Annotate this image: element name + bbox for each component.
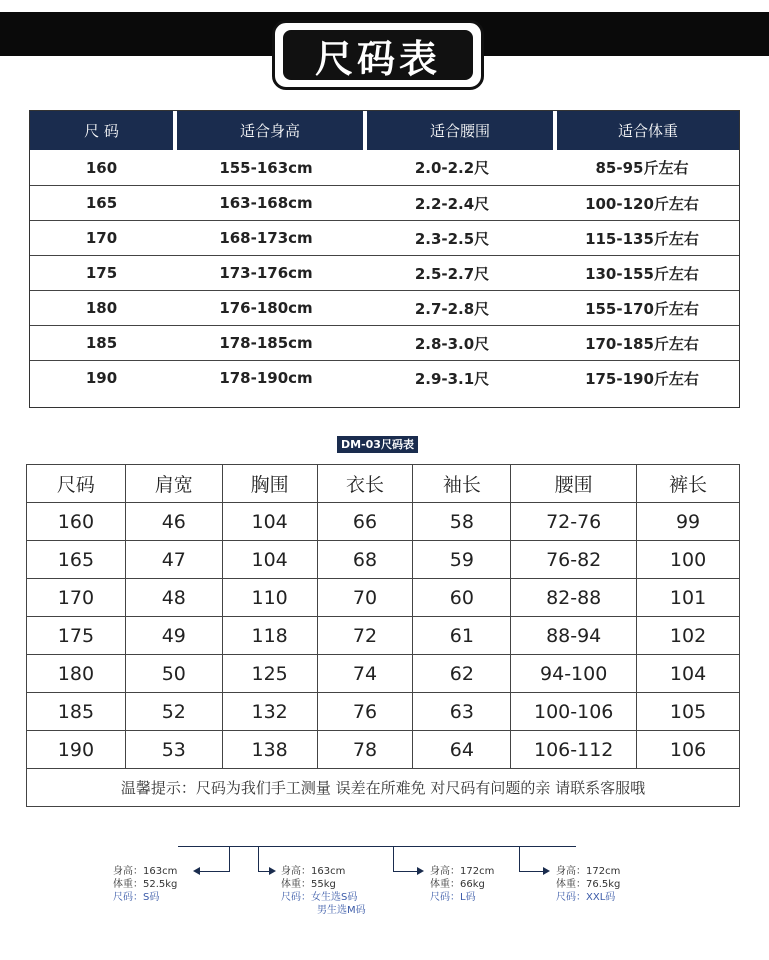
cell-weight: 155-170斤左右	[585, 299, 699, 318]
size-fit-table	[29, 110, 740, 408]
model-reference	[0, 830, 769, 960]
table-cell: 104	[222, 503, 317, 541]
table-cell: 99	[637, 503, 740, 541]
header-cell: 胸围	[222, 465, 317, 503]
table-row	[27, 503, 740, 541]
cell-weight: 85-95斤左右	[595, 159, 689, 177]
table-cell: 104	[637, 655, 740, 693]
table-cell: 68	[317, 541, 413, 579]
table-row	[27, 655, 740, 693]
model-2: 身高：163cm 体重：55kg 尺码：女生选S码 男生选M码	[281, 866, 366, 916]
table-cell: 104	[222, 541, 317, 579]
cell-height: 168-173cm	[219, 229, 313, 247]
table-cell: 66	[317, 503, 413, 541]
table-cell: 52	[125, 693, 222, 731]
model-4: 身高：172cm 体重：76.5kg 尺码：XXL码	[556, 866, 621, 903]
table-row	[27, 731, 740, 769]
table-cell: 82-88	[511, 579, 637, 617]
table-row	[30, 290, 739, 325]
table-cell: 72-76	[511, 503, 637, 541]
cell-height: 173-176cm	[219, 264, 313, 282]
header-cell: 裤长	[637, 465, 740, 503]
table-cell: 125	[222, 655, 317, 693]
table-row	[27, 541, 740, 579]
cell-height: 163-168cm	[219, 194, 313, 212]
cell-weight: 175-190斤左右	[585, 369, 699, 388]
banner-title-box	[272, 20, 484, 90]
table-cell: 76-82	[511, 541, 637, 579]
table-cell: 76	[317, 693, 413, 731]
table-cell: 106-112	[511, 731, 637, 769]
table-cell: 160	[27, 503, 126, 541]
table-cell: 50	[125, 655, 222, 693]
header-cell: 腰围	[511, 465, 637, 503]
table-cell: 101	[637, 579, 740, 617]
cell-waist: 2.2-2.4尺	[414, 194, 490, 213]
table-cell: 170	[27, 579, 126, 617]
table-cell: 46	[125, 503, 222, 541]
cell-height: 176-180cm	[219, 299, 313, 317]
arrow-right-icon	[543, 867, 550, 875]
table-cell: 88-94	[511, 617, 637, 655]
table-cell: 58	[413, 503, 511, 541]
cell-size: 185	[85, 334, 118, 352]
table-cell: 138	[222, 731, 317, 769]
cell-size: 170	[85, 229, 118, 247]
table-row	[27, 617, 740, 655]
table-cell: 175	[27, 617, 126, 655]
cell-weight: 170-185斤左右	[585, 334, 699, 353]
cell-waist: 2.7-2.8尺	[414, 299, 490, 318]
header-cell: 尺码	[27, 465, 126, 503]
cell-height: 155-163cm	[219, 158, 313, 177]
table-cell: 165	[27, 541, 126, 579]
header-weight: 适合体重	[557, 111, 739, 150]
table-row	[30, 255, 739, 290]
cell-weight: 130-155斤左右	[585, 264, 699, 283]
cell-waist: 2.9-3.1尺	[414, 369, 490, 388]
table-cell: 190	[27, 731, 126, 769]
measurement-table	[26, 464, 740, 807]
table-cell: 100	[637, 541, 740, 579]
size-fit-table-body	[30, 150, 739, 395]
model-3: 身高：172cm 体重：66kg 尺码：L码	[430, 866, 495, 903]
cell-weight: 115-135斤左右	[585, 229, 699, 248]
tip-row	[27, 769, 740, 807]
table-cell: 118	[222, 617, 317, 655]
tip-text: 温馨提示：尺码为我们手工测量 误差在所难免 对尺码有问题的亲 请联系客服哦	[27, 769, 740, 807]
cell-waist: 2.8-3.0尺	[414, 334, 490, 353]
table-cell: 53	[125, 731, 222, 769]
cell-waist: 2.5-2.7尺	[414, 264, 490, 283]
cell-size: 190	[85, 369, 118, 387]
measurement-table-header	[27, 465, 740, 503]
table-row	[30, 185, 739, 220]
table-cell: 48	[125, 579, 222, 617]
table-cell: 63	[413, 693, 511, 731]
cell-size: 175	[85, 264, 118, 282]
table-row	[30, 220, 739, 255]
header-cell: 肩宽	[125, 465, 222, 503]
cell-height: 178-185cm	[219, 334, 313, 352]
cell-waist: 2.0-2.2尺	[414, 159, 490, 177]
cell-size: 165	[85, 194, 118, 212]
table-row	[27, 579, 740, 617]
table-cell: 78	[317, 731, 413, 769]
table-cell: 110	[222, 579, 317, 617]
table-cell: 64	[413, 731, 511, 769]
header-cell: 衣长	[317, 465, 413, 503]
model-1: 身高：163cm 体重：52.5kg 尺码：S码	[113, 866, 178, 903]
table-cell: 102	[637, 617, 740, 655]
table-cell: 105	[637, 693, 740, 731]
header-height: 适合身高	[177, 111, 363, 150]
cell-size: 160	[85, 158, 118, 177]
header-size: 尺 码	[30, 111, 173, 150]
table-row	[27, 693, 740, 731]
cell-height: 178-190cm	[219, 369, 313, 387]
page-title: 尺码表	[314, 36, 441, 81]
table-row	[30, 325, 739, 360]
table-cell: 72	[317, 617, 413, 655]
table-cell: 49	[125, 617, 222, 655]
header-cell: 袖长	[413, 465, 511, 503]
table-row	[30, 150, 739, 185]
table-cell: 106	[637, 731, 740, 769]
cell-weight: 100-120斤左右	[585, 194, 699, 213]
table-cell: 60	[413, 579, 511, 617]
table-cell: 100-106	[511, 693, 637, 731]
table-cell: 94-100	[511, 655, 637, 693]
table-cell: 47	[125, 541, 222, 579]
table-cell: 61	[413, 617, 511, 655]
dm03-label: DM-03尺码表	[337, 436, 418, 453]
arrow-right-icon	[269, 867, 276, 875]
table-row	[30, 360, 739, 395]
table-cell: 180	[27, 655, 126, 693]
table-cell: 70	[317, 579, 413, 617]
table-cell: 59	[413, 541, 511, 579]
arrow-right-icon	[417, 867, 424, 875]
arrow-left-icon	[193, 867, 200, 875]
header-waist: 适合腰围	[367, 111, 553, 150]
table-cell: 185	[27, 693, 126, 731]
cell-waist: 2.3-2.5尺	[414, 229, 490, 248]
table-cell: 74	[317, 655, 413, 693]
cell-size: 180	[85, 299, 118, 317]
table-cell: 62	[413, 655, 511, 693]
size-fit-table-header	[30, 111, 739, 150]
table-cell: 132	[222, 693, 317, 731]
